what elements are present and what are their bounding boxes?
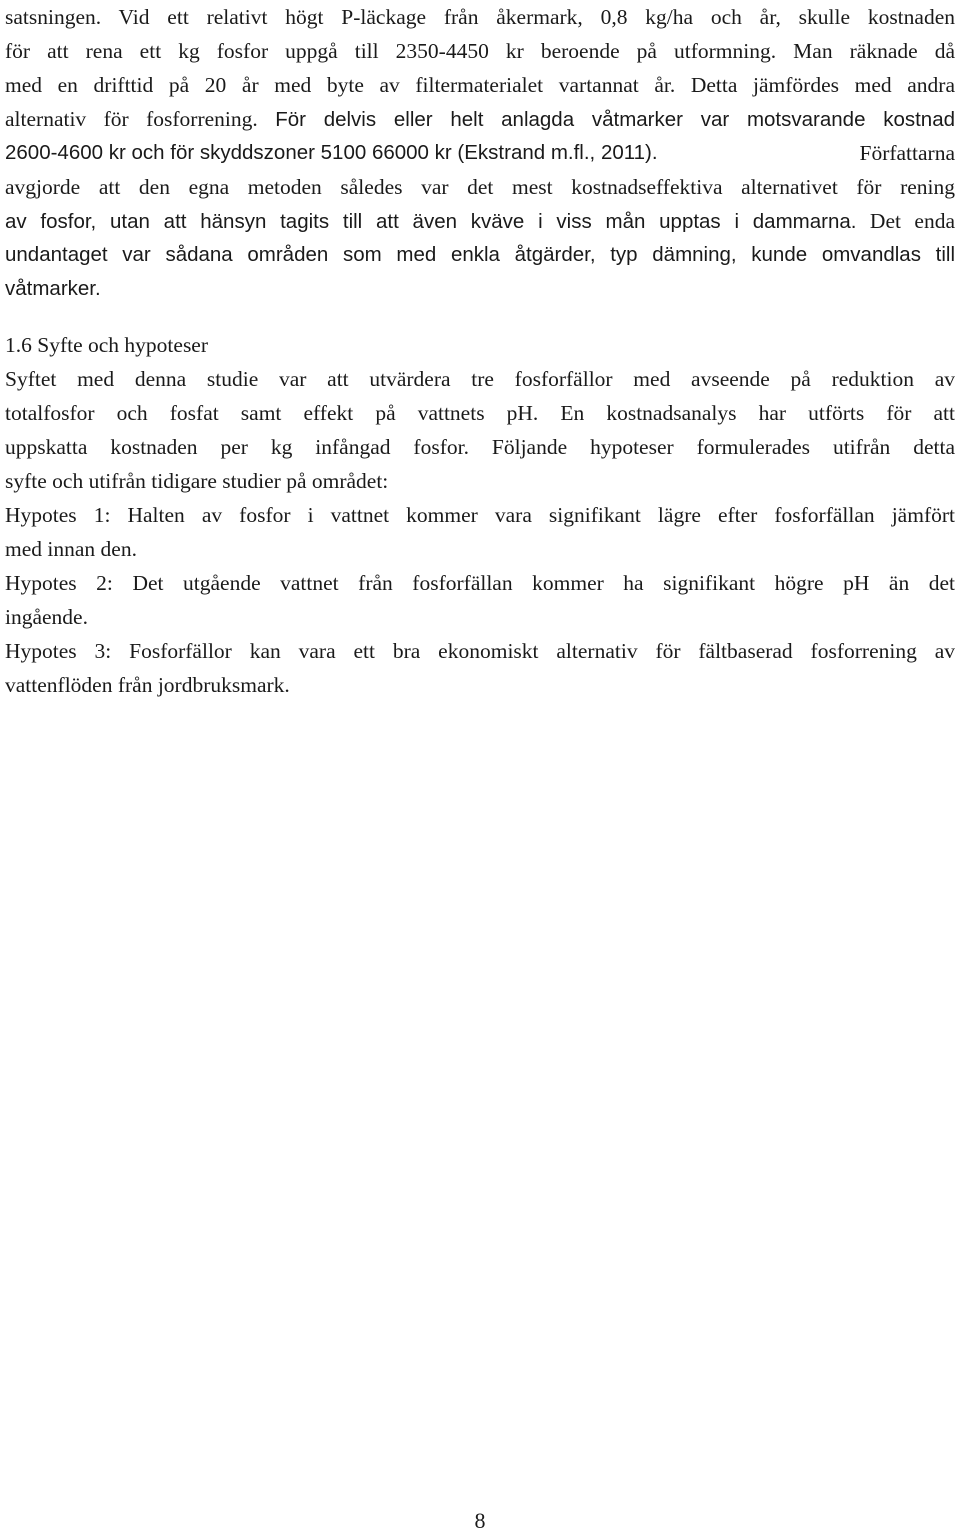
aim-section: [5, 328, 955, 702]
text-line: totalfosfor och fosfat samt effekt på vattnets pH. En kostnadsanalys har utförts för att: [5, 401, 955, 425]
hypothesis-2-line: Hypotes 2: Det utgående vattnet från fosforfällan kommer ha signifikant högre pH än det: [5, 571, 955, 595]
text-line: [5, 204, 955, 238]
text-line: 2600-4600 kr och för skyddszoner 5100 66000 kr (Ekstrand m.fl., 2011).: [5, 141, 658, 164]
hypothesis-1-line: Hypotes 1: Halten av fosfor i vattnet kommer vara signifikant lägre efter fosforfällan jämfört: [5, 503, 955, 527]
text-line: undantaget var sådana områden som med enkla åtgärder, typ dämning, kunde omvandlas till: [5, 243, 955, 266]
intro-paragraph: [5, 0, 955, 306]
text-span: av fosfor, utan att hänsyn tagits till att även kväve i viss mån upptas i dammarna.: [5, 210, 857, 233]
text-span: För delvis eller helt anlagda våtmarker var motsvarande kostnad: [275, 108, 956, 131]
text-span: Det enda: [869, 209, 955, 233]
text-line: avgjorde att den egna metoden således var det mest kostnadseffektiva alternativet för rening: [5, 175, 955, 199]
text-line: uppskatta kostnaden per kg infångad fosfor. Följande hypoteser formulerades utifrån detta: [5, 435, 955, 459]
document-page: [5, 0, 955, 702]
hypothesis-1-line: med innan den.: [5, 537, 137, 561]
text-span: Författarna: [859, 141, 955, 165]
text-line: för att rena ett kg fosfor uppgå till 2350-4450 kr beroende på utformning. Man räknade då: [5, 39, 955, 63]
text-line: syfte och utifrån tidigare studier på området:: [5, 469, 389, 493]
section-heading: 1.6 Syfte och hypoteser: [5, 333, 209, 357]
hypothesis-3-line: Hypotes 3: Fosforfällor kan vara ett bra ekonomiskt alternativ för fältbaserad fosforrening av: [5, 639, 955, 663]
text-line: [5, 102, 955, 136]
text-line: våtmarker.: [5, 277, 101, 300]
text-span: alternativ för fosforrening.: [5, 107, 258, 131]
text-line: satsningen. Vid ett relativt högt P-läckage från åkermark, 0,8 kg/ha och år, skulle kostnaden: [5, 5, 955, 29]
hypothesis-2-line: ingående.: [5, 605, 88, 629]
text-line: med en drifttid på 20 år med byte av filtermaterialet vartannat år. Detta jämfördes med andra: [5, 73, 955, 97]
text-line: Syftet med denna studie var att utvärdera tre fosforfällor med avseende på reduktion av: [5, 367, 955, 391]
page-number: 8: [474, 1508, 486, 1533]
hypothesis-3-line: vattenflöden från jordbruksmark.: [5, 673, 290, 697]
